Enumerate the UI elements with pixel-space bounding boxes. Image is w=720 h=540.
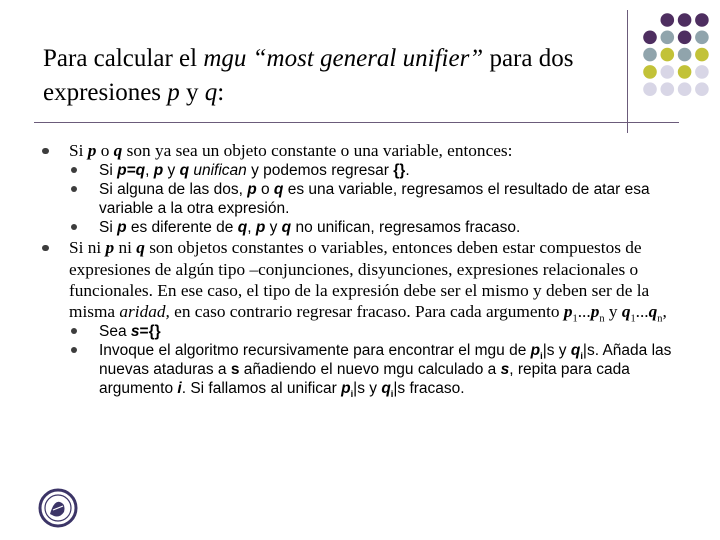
slide-title: Para calcular el mgu “most general unifier” para dos expresiones p y q:	[43, 45, 574, 106]
decor-dot	[695, 82, 709, 96]
decor-dot	[643, 31, 657, 45]
slide-body	[40, 140, 690, 398]
sub-bullet-1-1: Si p=q, p y q unifican y podemos regresar {}.	[70, 161, 690, 180]
title-underline	[34, 122, 679, 123]
decor-dot	[695, 48, 709, 62]
bullet-dot-icon	[71, 186, 77, 192]
decor-dot	[678, 31, 692, 45]
decor-dot	[643, 82, 657, 96]
bullet-dot-icon	[42, 245, 49, 252]
bullet-1: Si p o q son ya sea un objeto constante o una variable, entonces:	[40, 140, 690, 161]
decor-dot	[678, 48, 692, 62]
decor-dot	[678, 13, 692, 27]
decor-dot	[661, 48, 675, 62]
bullet-dot-icon	[71, 347, 77, 353]
decor-dot	[695, 31, 709, 45]
bullet-dot-icon	[42, 148, 49, 155]
decor-dot	[643, 48, 657, 62]
sub-bullet-2-1: Sea s={}	[70, 322, 690, 341]
decor-dot	[695, 13, 709, 27]
bullet-dot-icon	[71, 224, 77, 230]
decor-dot	[661, 82, 675, 96]
bullet-dot-icon	[71, 328, 77, 334]
university-seal-icon	[38, 488, 78, 528]
bullet-dot-icon	[71, 167, 77, 173]
sub-bullet-1-3: Si p es diferente de q, p y q no unifican, regresamos fracaso.	[70, 218, 690, 237]
decor-dot	[661, 65, 675, 79]
sub-bullet-1-2: Si alguna de las dos, p o q es una variable, regresamos el resultado de atar esa variable a la otra expresión.	[70, 180, 690, 218]
bullet-2: Si ni p ni q son objetos constantes o variables, entonces deben estar compuestos de expresiones de algún tipo –conjunciones, disyunciones, expresiones relacionales o funcionales. En ese caso, el tipo de la expresión debe ser el mismo y deben ser de la misma aridad, en caso contrario regresar fracaso. Para cada argumento $p_1...p_n$ y $q_1...q_n$,	[40, 237, 690, 322]
decor-dot	[678, 82, 692, 96]
decor-dot	[643, 65, 657, 79]
decor-dot	[661, 31, 675, 45]
decor-dot	[661, 13, 675, 27]
decor-dot	[695, 65, 709, 79]
sub-bullet-2-2: Invoque el algoritmo recursivamente para encontrar el mgu de $p_i|s$ y $q_i|s$. Añada las nuevas ataduras a s añadiendo el nuevo mgu calculado a s, repita para cada argumento i. Si fallamos al unificar $p_i|s$ y $q_i|s$ fracaso.	[70, 341, 690, 398]
decor-dot	[678, 65, 692, 79]
